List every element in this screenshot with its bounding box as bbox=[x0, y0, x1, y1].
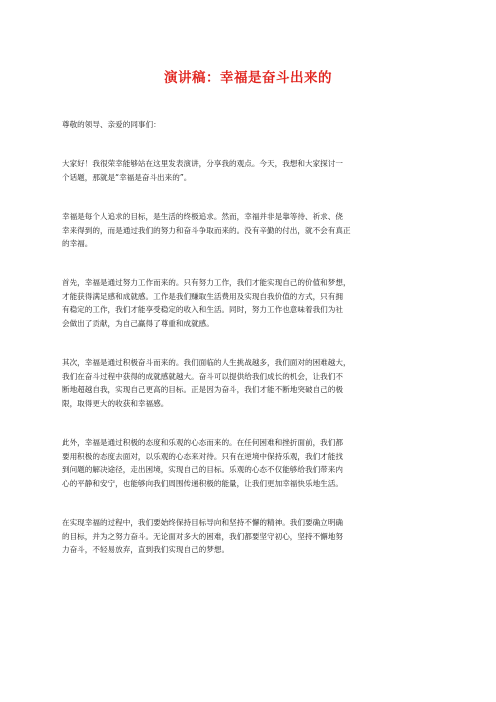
paragraph-line: 断地超越自我，实现自己更高的目标。正是因为奋斗，我们才能不断地突破自己的极 bbox=[62, 385, 343, 395]
paragraph-6 bbox=[62, 516, 438, 557]
paragraph-line: 其次，幸福是通过积极奋斗而来的。我们面临的人生挑战越多，我们面对的困难越大， bbox=[62, 358, 351, 367]
paragraph-line: 要用积极的态度去面对，以乐观的心态来对待。只有在逆境中保持乐观，我们才能找 bbox=[62, 451, 343, 461]
paragraph-line: 有稳定的工作，我们才能享受稳定的收入和生活。同时，努力工作也意味着我们为社 bbox=[62, 305, 343, 315]
paragraph-line: 我们在奋斗过程中获得的成就感就越大。奋斗可以提供给我们成长的机会，让我们不 bbox=[62, 371, 343, 381]
paragraph-line: 的目标，并为之努力奋斗。无论面对多大的困难，我们都要坚守初心，坚持不懈地努 bbox=[62, 531, 343, 541]
paragraph-line: 在实现幸福的过程中，我们要始终保持目标导向和坚持不懈的精神。我们要确立明确 bbox=[62, 518, 343, 527]
document-title: 演讲稿：幸福是奋斗出来的 bbox=[164, 70, 332, 86]
salutation-line: 尊敬的领导、亲爱的同事们： bbox=[62, 120, 161, 129]
paragraph-line: 才能获得满足感和成就感。工作是我们赚取生活费用及实现自我价值的方式，只有拥 bbox=[62, 291, 343, 301]
paragraph-line: 个话题，那就是“幸福是奋斗出来的”。 bbox=[62, 172, 192, 182]
paragraph-line: 此外，幸福是通过积极的态度和乐观的心态而来的。在任何困难和挫折面前，我们都 bbox=[62, 438, 343, 447]
paragraph-5 bbox=[62, 436, 438, 490]
paragraph-4 bbox=[62, 356, 438, 410]
paragraph-line: 幸来得到的，而是通过我们的努力和奋斗争取而来的。没有辛勤的付出，就不会有真正 bbox=[62, 225, 351, 235]
paragraph-line: 的幸福。 bbox=[62, 239, 93, 249]
paragraph-line: 到问题的解决途径，走出困境，实现自己的目标。乐观的心态不仅能够给我们带来内 bbox=[62, 465, 343, 475]
paragraph-3 bbox=[62, 276, 438, 330]
paragraph-2 bbox=[62, 210, 438, 251]
paragraph-1 bbox=[62, 157, 438, 184]
paragraph-line: 首先，幸福是通过努力工作而来的。只有努力工作，我们才能实现自己的价值和梦想， bbox=[62, 278, 351, 287]
paragraph-line: 心的平静和安宁，也能够向我们周围传递积极的能量，让我们更加幸福快乐地生活。 bbox=[62, 478, 343, 488]
paragraph-line: 会做出了贡献，为自己赢得了尊重和成就感。 bbox=[62, 318, 214, 328]
paragraph-line: 幸福是每个人追求的目标，是生活的终极追求。然而，幸福并非是靠等待、祈求、侥 bbox=[62, 212, 343, 221]
paragraph-line: 大家好！我很荣幸能够站在这里发表演讲，分享我的观点。今天，我想和大家探讨一 bbox=[62, 159, 343, 168]
paragraph-line: 限，取得更大的收获和幸福感。 bbox=[62, 398, 169, 408]
paragraph-line: 力奋斗，不轻易放弃，直到我们实现自己的梦想。 bbox=[62, 545, 230, 555]
salutation bbox=[62, 118, 438, 132]
